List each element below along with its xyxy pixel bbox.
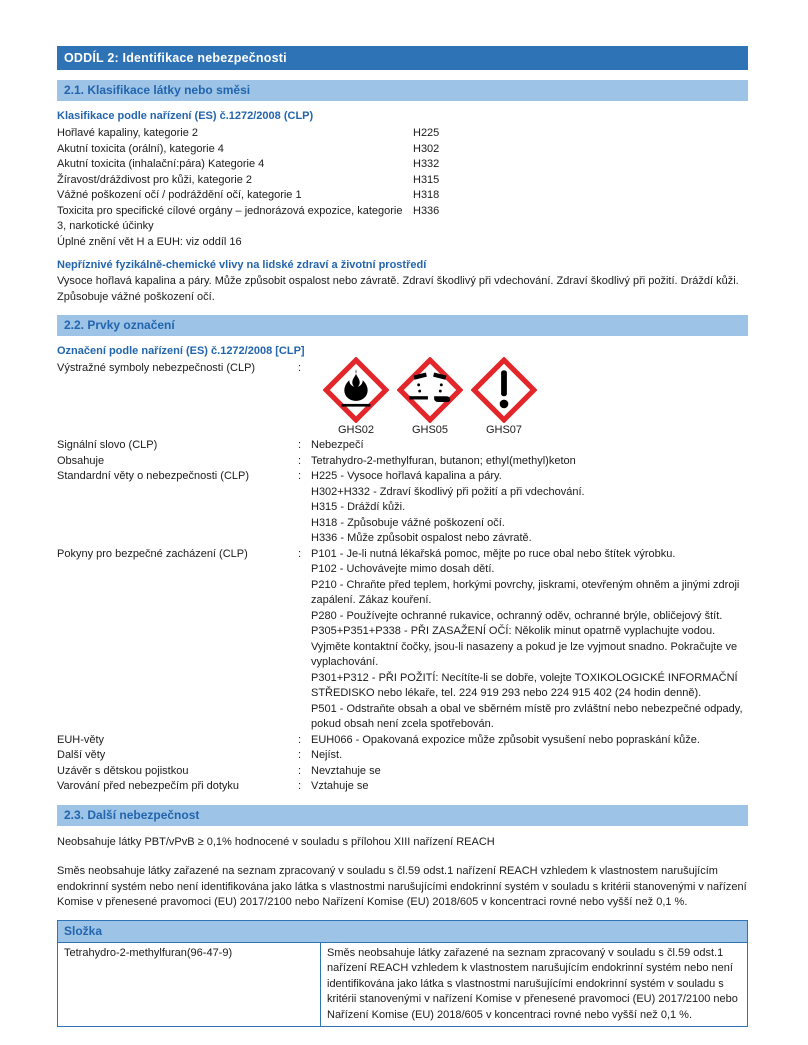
table-row: [58, 943, 747, 1027]
hazard-code: H225: [413, 127, 440, 139]
ghs02-label: GHS02: [337, 424, 375, 436]
hazard-class: Hořlavé kapaliny, kategorie 2: [57, 127, 199, 139]
classification-row: [57, 188, 748, 204]
hazard-class: Vážné poškození očí / podráždění očí, kategorie 1: [57, 189, 302, 201]
component-text-cell: Směs neobsahuje látky zařazené na seznam zpracovaný v souladu s čl.59 odst.1 nařízení REACH vzhledem k vlastnostem narušujícím endokrinní systém nebo není identifikována jako látka s vlastnostmi narušujícími endokrinní systém v souladu s kritérii stanovenými v nařízení Komise v přenesené pravomoci (EU) 2017/2100 nebo Nařízení Komise (EU) 2018/605 v koncentraci rovné nebo vyšší než 0,1 %.: [327, 946, 738, 1021]
pictogram-row-label: Výstražné symboly nebezpečnosti (CLP): [57, 362, 256, 374]
hazard-code: H315: [413, 173, 440, 186]
component-name-cell: Tetrahydro-2-methylfuran(96-47-9): [58, 943, 321, 1027]
hazard-statements-label: Standardní věty o nebezpečnosti (CLP): [57, 470, 250, 482]
classification-row: [57, 173, 748, 189]
hazard-statement: H315 - Dráždí kůži.: [311, 501, 406, 513]
colon: :: [298, 547, 302, 560]
hazard-statement: H225 - Vysoce hořlavá kapalina a páry.: [311, 470, 502, 482]
hazard-statement: H336 - Může způsobit ospalost nebo závratě.: [311, 532, 532, 544]
component-table-header: Složka: [58, 921, 747, 943]
other-phrases-value: Nejíst.: [311, 749, 343, 761]
hazard-statements-list: [311, 469, 748, 547]
precaution-statements-label: Pokyny pro bezpečné zacházení (CLP): [57, 547, 248, 560]
hazard-code: H332: [413, 158, 440, 170]
colon: :: [298, 470, 302, 482]
colon: :: [298, 780, 302, 792]
signal-word-value: Nebezpečí: [311, 439, 364, 451]
euh-label: EUH-věty: [57, 733, 105, 746]
colon: :: [298, 749, 302, 761]
endocrine-statement: Směs neobsahuje látky zařazené na seznam zpracovaný v souladu s čl.59 odst.1 nařízení REACH vzhledem k vlastnostem narušujícím endokrinní systém nebo není identifikována jako látka s vlastnostmi narušujícími endokrinní systém v souladu s kritérii stanovenými v nařízení Komise v přenesené pravomoci (EU) 2017/2100 nebo Nařízení Komise (EU) 2018/605 v koncentraci rovné nebo vyšší než 0,1 %.: [57, 865, 747, 908]
hazard-statement: H302+H332 - Zdraví škodlivý při požití a při vdechování.: [311, 485, 585, 498]
childproof-value: Nevztahuje se: [311, 764, 381, 777]
hazard-class: Žíravost/dráždivost pro kůži, kategorie 2: [57, 173, 253, 186]
hazard-code: H336: [413, 204, 440, 217]
precaution-statement: P210 - Chraňte před teplem, horkými povrchy, jiskrami, otevřeným ohněm a jinými zdroji zapálení. Zákaz kouření.: [311, 578, 740, 606]
other-phrases-label: Další věty: [57, 749, 106, 761]
euh-value: EUH066 - Opakovaná expozice může způsobit vysušení nebo popraskání kůže.: [311, 733, 700, 746]
pbt-statement: Neobsahuje látky PBT/vPvB ≥ 0,1% hodnocené v souladu s přílohou XIII nařízení REACH: [57, 835, 495, 848]
flame-icon: [323, 357, 389, 423]
hazard-class: Toxicita pro specifické cílové orgány – jednorázová expozice, kategorie 3, narkotické účinky: [57, 204, 403, 232]
precaution-statements-row: [57, 547, 748, 733]
ghs05-pictogram: [397, 357, 463, 437]
tactile-warning-row: [57, 779, 748, 795]
precaution-statement: P305+P351+P338 - PŘI ZASAŽENÍ OČÍ: Několik minut opatrně vyplachujte vodou. Vyjměte kontaktní čočky, jsou-li nasazeny a pokud je lze vyjmout snadno. Pokračujte ve vyplachování.: [311, 625, 738, 668]
classification-list: [57, 126, 748, 250]
precaution-statement: P501 - Odstraňte obsah a obal ve sběrném místě pro zvláštní nebo nebezpečné odpady, pokud obsah není zcela spotřebován.: [311, 702, 743, 730]
colon: :: [298, 439, 302, 451]
ghs07-label: GHS07: [485, 424, 523, 436]
hazard-code: H302: [413, 142, 440, 155]
hazard-class: Akutní toxicita (orální), kategorie 4: [57, 142, 224, 155]
contains-label: Obsahuje: [57, 454, 105, 467]
full-text-note: Úplné znění vět H a EUH: viz oddíl 16: [57, 235, 242, 248]
precaution-statement: P102 - Uchovávejte mimo dosah dětí.: [311, 563, 495, 575]
hazard-statements-row: [57, 469, 748, 547]
tactile-warning-value: Vztahuje se: [311, 780, 369, 792]
signal-word-label: Signální slovo (CLP): [57, 439, 158, 451]
precaution-statement: P280 - Používejte ochranné rukavice, ochranný oděv, ochranné brýle, obličejový štít.: [311, 609, 723, 622]
section-2-3-bar: [57, 805, 748, 826]
section-2-3-title: 2.3. Další nebezpečnost: [64, 807, 200, 822]
pictogram-row: [57, 361, 748, 438]
ghs05-label: GHS05: [411, 424, 449, 436]
precaution-statement: P101 - Je-li nutná lékařská pomoc, mějte po ruce obal nebo štítek výrobku.: [311, 547, 676, 560]
precaution-statements-list: [311, 547, 748, 733]
other-phrases-row: [57, 748, 748, 764]
signal-word-row: [57, 438, 748, 454]
classification-row: [57, 126, 748, 142]
labelling-heading: Označení podle nařízení (ES) č.1272/2008 [CLP]: [57, 345, 305, 357]
corrosion-icon: [397, 357, 463, 423]
exclamation-icon: [471, 357, 537, 423]
classification-row: [57, 142, 748, 158]
clp-classification-heading: Klasifikace podle nařízení (ES) č.1272/2008 (CLP): [57, 110, 314, 122]
euh-row: [57, 733, 748, 749]
ghs02-pictogram: [323, 357, 389, 437]
adverse-effects-text: Vysoce hořlavá kapalina a páry. Může způsobit ospalost nebo závratě. Zdraví škodlivý při vdechování. Zdraví škodlivý při požití. Dráždí kůži. Způsobuje vážné poškození očí.: [57, 275, 739, 303]
colon: :: [298, 764, 302, 777]
component-table: [57, 920, 748, 1028]
colon: :: [298, 454, 302, 467]
precaution-statement: P301+P312 - PŘI POŽITÍ: Necítíte-li se dobře, volejte TOXIKOLOGICKÉ INFORMAČNÍ STŘEDISKO nebo lékaře, tel. 224 919 293 nebo 224 915 402 (24 hodin denně).: [311, 671, 738, 699]
childproof-row: [57, 764, 748, 780]
hazard-code: H318: [413, 189, 440, 201]
colon: :: [298, 733, 302, 746]
section-2-title: ODDÍL 2: Identifikace nebezpečnosti: [64, 51, 287, 65]
ghs07-pictogram: [471, 357, 537, 437]
childproof-label: Uzávěr s dětskou pojistkou: [57, 764, 189, 777]
contains-row: [57, 454, 748, 470]
colon: :: [298, 362, 302, 374]
classification-row: [57, 157, 748, 173]
section-2-content: [57, 46, 748, 1027]
section-2-1-title: 2.1. Klasifikace látky nebo směsi: [64, 83, 251, 97]
hazard-statement: H318 - Způsobuje vážné poškození očí.: [311, 516, 505, 529]
classification-row: [57, 204, 748, 235]
hazard-class: Akutní toxicita (inhalační:pára) Kategorie 4: [57, 158, 265, 170]
label-elements: [57, 361, 748, 795]
section-2-2-bar: [57, 315, 748, 336]
section-2-1-bar: [57, 80, 748, 101]
ghs-pictograms: [323, 357, 748, 437]
contains-value: Tetrahydro-2-methylfuran, butanon; ethyl(methyl)keton: [311, 454, 576, 467]
section-2-2-title: 2.2. Prvky označení: [64, 318, 175, 332]
adverse-effects-heading: Nepříznivé fyzikálně-chemické vlivy na lidské zdraví a životní prostředí: [57, 259, 427, 271]
tactile-warning-label: Varování před nebezpečím při dotyku: [57, 780, 240, 792]
section-2-title-bar: [57, 46, 748, 70]
